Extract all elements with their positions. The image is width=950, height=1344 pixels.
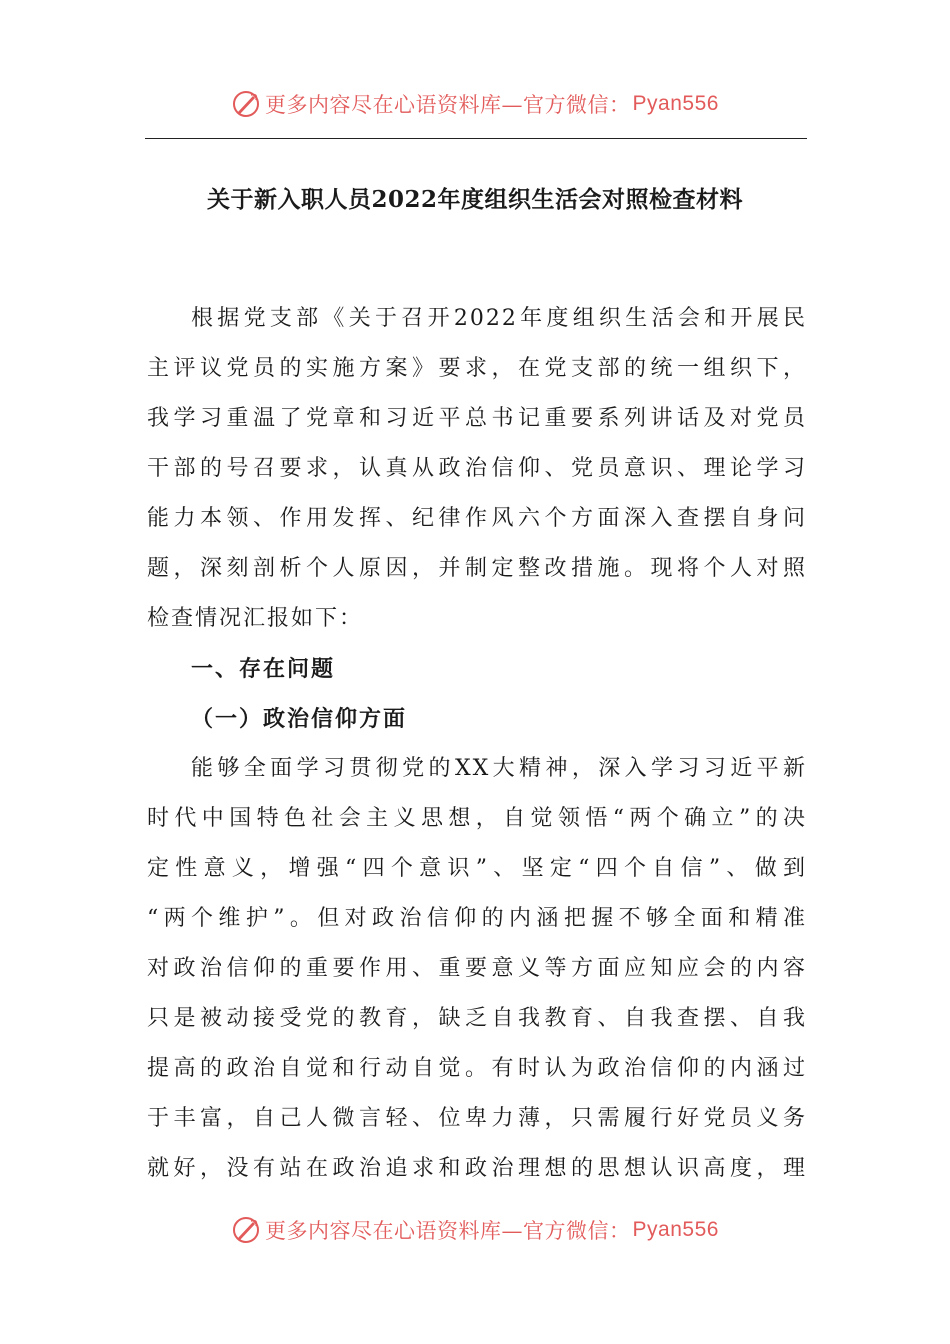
subsection-heading: （一）政治信仰方面 xyxy=(191,706,408,732)
quill-logo-icon xyxy=(231,1215,261,1245)
watermark-wechat-id: Pyan556 xyxy=(632,92,719,115)
paragraph-line: “两个维护”。但对政治信仰的内涵把握不够全面和精准 xyxy=(147,906,807,931)
footer-watermark xyxy=(0,1210,950,1250)
intro-line: 干部的号召要求，认真从政治信仰、党员意识、理论学习 xyxy=(147,456,807,481)
intro-line: 能力本领、作用发挥、纪律作风六个方面深入查摆自身问 xyxy=(147,506,807,531)
intro-line: 根据党支部《关于召开2022年度组织生活会和开展民 xyxy=(191,306,807,331)
paragraph-line: 定性意义，增强“四个意识”、坚定“四个自信”、做到 xyxy=(147,856,807,881)
intro-line: 检查情况汇报如下： xyxy=(147,606,364,631)
intro-line: 主评议党员的实施方案》要求，在党支部的统一组织下， xyxy=(147,356,807,381)
watermark-text: 更多内容尽在心语资料库—官方微信： xyxy=(265,1219,631,1243)
intro-line: 我学习重温了党章和习近平总书记重要系列讲话及对党员 xyxy=(147,406,807,431)
paragraph-line: 对政治信仰的重要作用、重要意义等方面应知应会的内容 xyxy=(147,956,807,981)
paragraph-line: 提高的政治自觉和行动自觉。有时认为政治信仰的内涵过 xyxy=(147,1056,807,1081)
paragraph-line: 时代中国特色社会主义思想，自觉领悟“两个确立”的决 xyxy=(147,806,807,831)
document-title: 关于新入职人员2022年度组织生活会对照检查材料 xyxy=(206,186,743,213)
section-heading: 一、存在问题 xyxy=(191,656,336,682)
header-watermark xyxy=(0,84,950,124)
intro-line: 题，深刻剖析个人原因，并制定整改措施。现将个人对照 xyxy=(147,556,807,581)
watermark-text: 更多内容尽在心语资料库—官方微信： xyxy=(265,93,631,117)
paragraph-line: 只是被动接受党的教育，缺乏自我教育、自我查摆、自我 xyxy=(147,1006,807,1031)
watermark-wechat-id: Pyan556 xyxy=(632,1218,719,1241)
paragraph-line: 就好，没有站在政治追求和政治理想的思想认识高度，理 xyxy=(147,1156,807,1181)
quill-logo-icon xyxy=(231,89,261,119)
document-body xyxy=(147,294,807,1194)
paragraph-line: 能够全面学习贯彻党的XX大精神，深入学习习近平新 xyxy=(191,756,807,781)
paragraph-line: 于丰富，自己人微言轻、位卑力薄，只需履行好党员义务 xyxy=(147,1106,807,1131)
header-divider xyxy=(145,138,807,139)
